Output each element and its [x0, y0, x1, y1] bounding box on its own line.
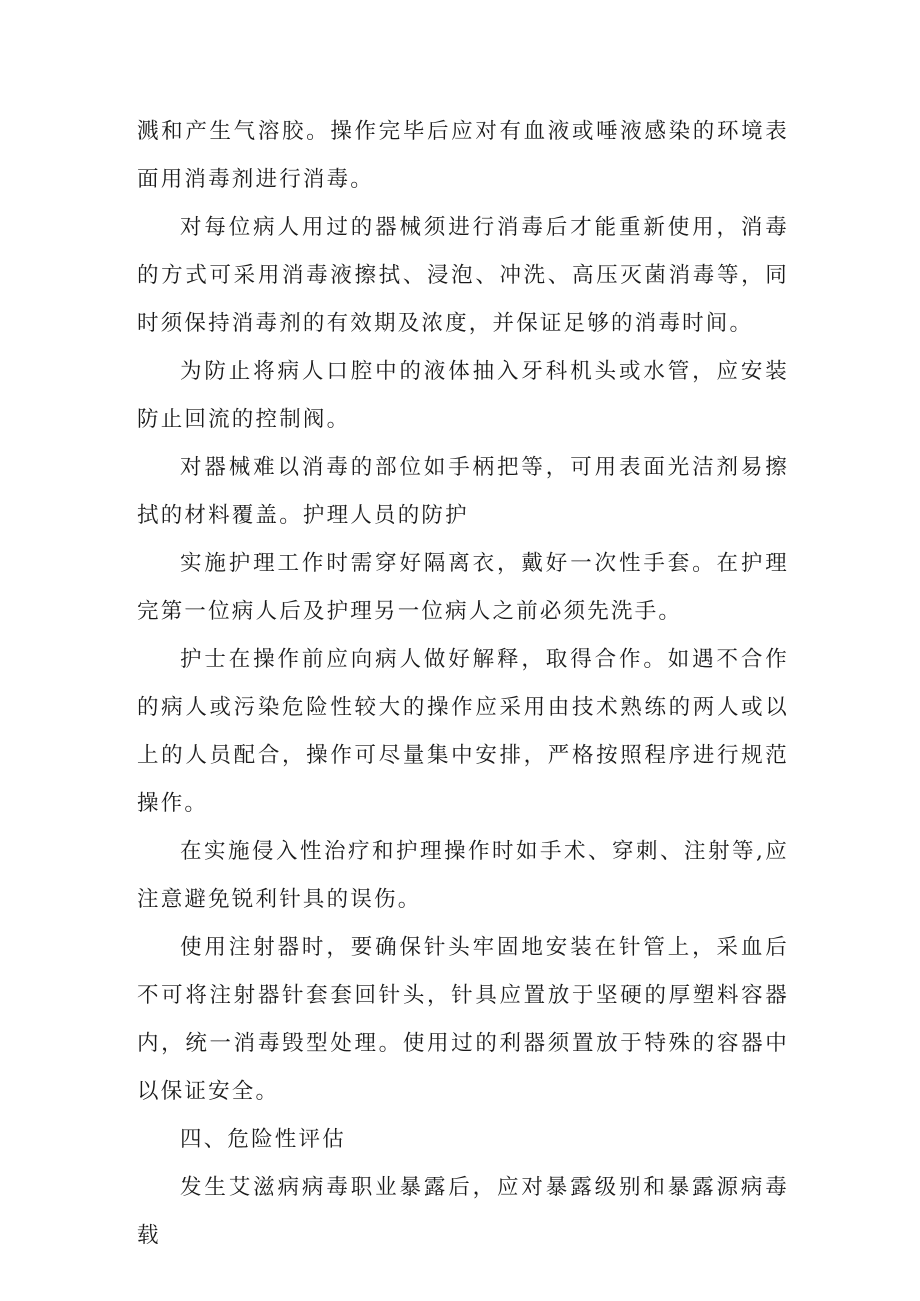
paragraph-backflow-valve: 为防止将病人口腔中的液体抽入牙科机头或水管，应安装防止回流的控制阀。: [137, 359, 789, 432]
paragraph-cover-materials: 对器械难以消毒的部位如手柄把等，可用表面光洁剂易擦拭的材料覆盖。护理人员的防护: [137, 455, 789, 528]
document-page: [137, 108, 789, 1260]
paragraph-instrument-disinfection: 对每位病人用过的器械须进行消毒后才能重新使用，消毒的方式可采用消毒液擦拭、浸泡、冲洗、高压灭菌消毒等，同时须保持消毒剂的有效期及浓度，并保证足够的消毒时间。: [137, 215, 789, 336]
paragraph-continuation: 溅和产生气溶胶。操作完毕后应对有血液或唾液感染的环境表面用消毒剂进行消毒。: [137, 119, 789, 192]
paragraph-exposure-assessment: 发生艾滋病病毒职业暴露后，应对暴露级别和暴露源病毒载: [137, 1175, 789, 1248]
paragraph-syringe-use: 使用注射器时，要确保针头牢固地安装在针管上，采血后不可将注射器针套套回针头，针具应置放于坚硬的厚塑料容器内，统一消毒毁型处理。使用过的利器须置放于特殊的容器中以保证安全。: [137, 935, 789, 1104]
paragraph-patient-cooperation: 护士在操作前应向病人做好解释，取得合作。如遇不合作的病人或污染危险性较大的操作应采用由技术熟练的两人或以上的人员配合，操作可尽量集中安排，严格按照程序进行规范操作。: [137, 647, 789, 816]
section-heading-risk-assessment: 四、危险性评估: [180, 1127, 346, 1152]
paragraph-nursing-protection: 实施护理工作时需穿好隔离衣，戴好一次性手套。在护理完第一位病人后及护理另一位病人之前必须先洗手。: [137, 551, 789, 624]
paragraph-invasive-procedures: 在实施侵入性治疗和护理操作时如手术、穿刺、注射等,应注意避免锐利针具的误伤。: [137, 839, 789, 912]
